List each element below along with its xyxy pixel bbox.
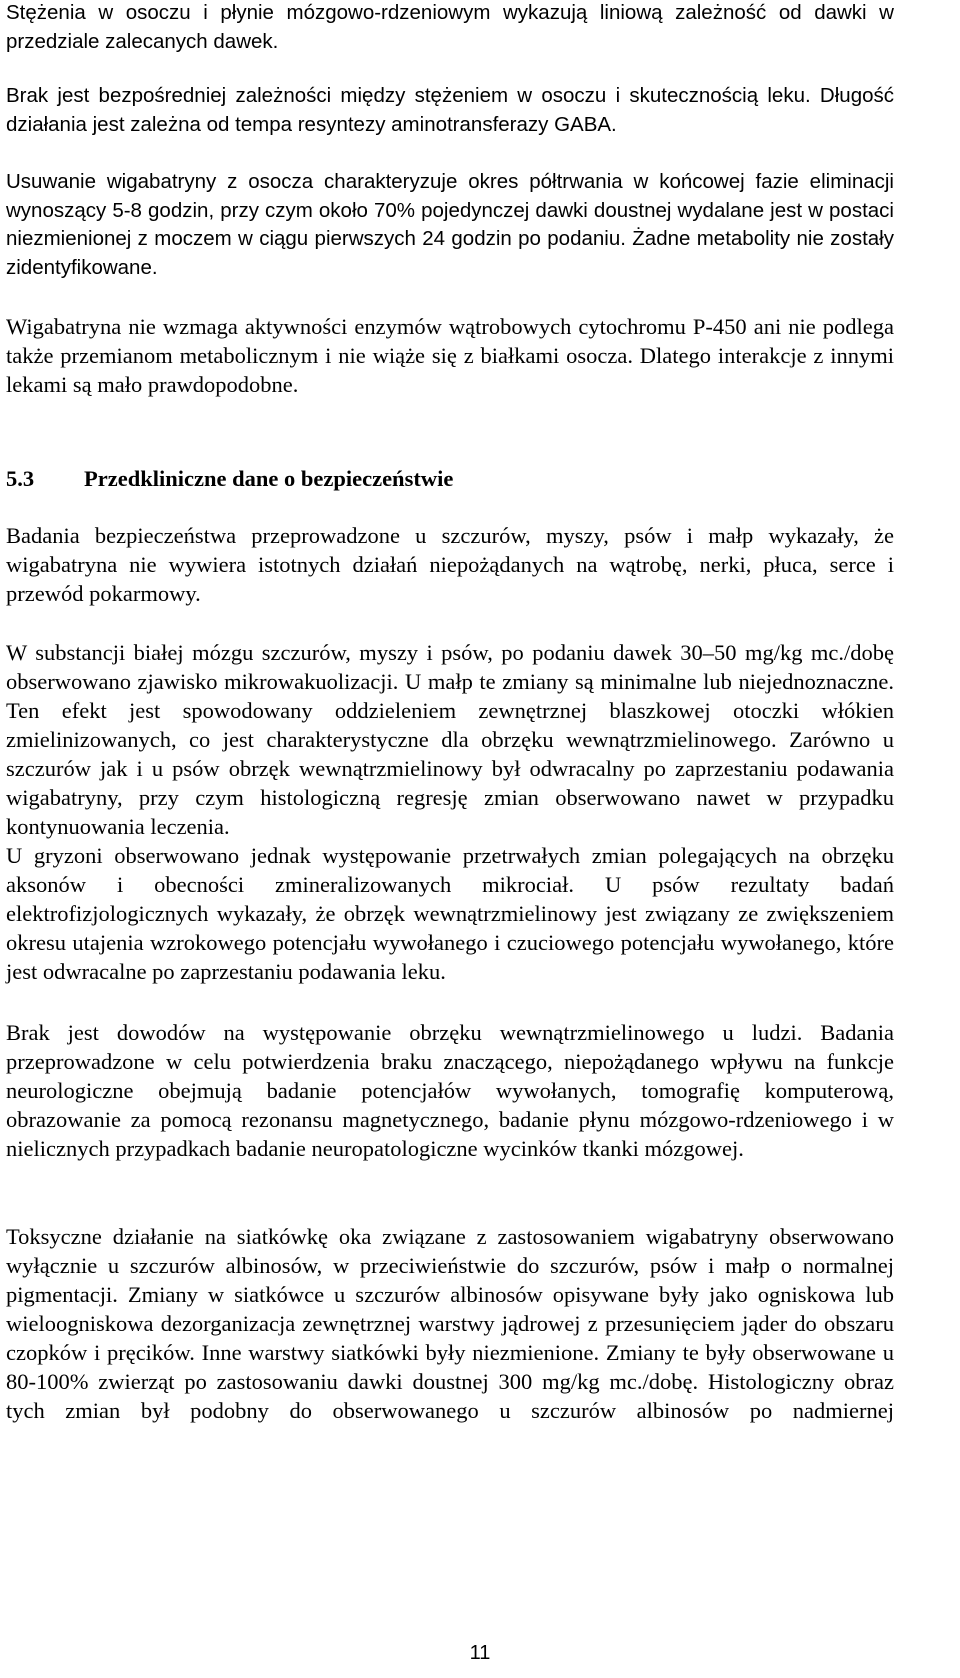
paragraph-human-evidence: Brak jest dowodów na występowanie obrzęku wewnątrzmielinowego u ludzi. Badania przeprowadzone w celu potwierdzenia braku znaczącego, niepożądanego wpływu na funkcje neurologiczne obejmują badanie potencjałów wywołanych, tomografię komputerową, obrazowanie za pomocą rezonansu magnetycznego, badanie płynu mózgowo-rdzeniowego i w nielicznych przypadkach badanie neuropatologiczne wycinków tkanki mózgowej.: [6, 1020, 894, 1161]
paragraph-microvacuolation: W substancji białej mózgu szczurów, myszy i psów, po podaniu dawek 30–50 mg/kg mc./dobę obserwowano zjawisko mikrowakuolizacji. U małp te zmiany są minimalne lub niejednoznaczne. Ten efekt jest spowodowany oddzieleniem zewnętrznej blaszkowej otoczki włókien zmielinizowanych, co jest charakterystyczne dla obrzęku wewnątrzmielinowego. Zarówno u szczurów jak i u psów obrzęk wewnątrzmielinowy był odwracalny po zaprzestaniu podawania wigabatryny, przy czym histologiczną regresję zmian obserwowano nawet w przypadku kontynuowania leczenia.: [6, 640, 894, 839]
paragraph-safety-studies: Badania bezpieczeństwa przeprowadzone u szczurów, myszy, psów i małp wykazały, że wigabatryna nie wywiera istotnych działań niepożądanych na wątrobę, nerki, płuca, serce i przewód pokarmowy.: [6, 523, 894, 606]
page-number: 11: [469, 1642, 491, 1664]
paragraph-retina-toxicity: Toksyczne działanie na siatkówkę oka związane z zastosowaniem wigabatryny obserwowano wyłącznie u szczurów albinosów, w przeciwieństwie do szczurów, psów i małp o normalnej pigmentacji. Zmiany w siatkówce u szczurów albinosów opisywane były jako ogniskowa lub wieloogniskowa dezorganizacja zewnętrznej warstwy jądrowej z przesunięciem jąder do obszaru czopków i pręcików. Inne warstwy siatkówki były niezmienione. Zmiany te były obserwowane u 80-100% zwierząt po zastosowaniu dawki doustnej 300 mg/kg mc./dobę. Histologiczny obraz tych zmian był podobny do obserwowanego u szczurów albinosów po nadmiernej: [6, 1224, 894, 1423]
paragraph-concentration-linearity: Stężenia w osoczu i płynie mózgowo-rdzeniowym wykazują liniową zależność od dawki w przedziale zalecanych dawek.: [6, 1, 894, 53]
paragraph-rodent-findings: U gryzoni obserwowano jednak występowanie przetrwałych zmian polegających na obrzęku aksonów i obecności zmineralizowanych mikrociał. U psów rezultaty badań elektrofizjologicznych wykazały, że obrzęk wewnątrzmielinowy jest związany ze zwiększeniem okresu utajenia wzrokowego potencjału wywołanego i czuciowego potencjału wywołanego, które jest odwracalne po zaprzestaniu podawania leku.: [6, 843, 894, 984]
section-title: Przedkliniczne dane o bezpieczeństwie: [84, 466, 454, 491]
paragraph-elimination: Usuwanie wigabatryny z osocza charakteryzuje okres półtrwania w końcowej fazie eliminacji wynoszący 5-8 godzin, przy czym około 70% pojedynczej dawki doustnej wydalane jest w postaci niezmienionej z moczem w ciągu pierwszych 24 godzin po podaniu. Żadne metabolity nie zostały zidentyfikowane.: [6, 170, 894, 279]
section-heading: [6, 464, 894, 493]
paragraph-efficacy-relation: Brak jest bezpośredniej zależności między stężeniem w osoczu i skutecznością leku. Długość działania jest zależna od tempa resyntezy aminotransferazy GABA.: [6, 84, 894, 136]
paragraph-interactions: Wigabatryna nie wzmaga aktywności enzymów wątrobowych cytochromu P-450 ani nie podlega także przemianom metabolicznym i nie wiąże się z białkami osocza. Dlatego interakcje z innymi lekami są mało prawdopodobne.: [6, 314, 894, 397]
section-number: 5.3: [6, 466, 35, 491]
